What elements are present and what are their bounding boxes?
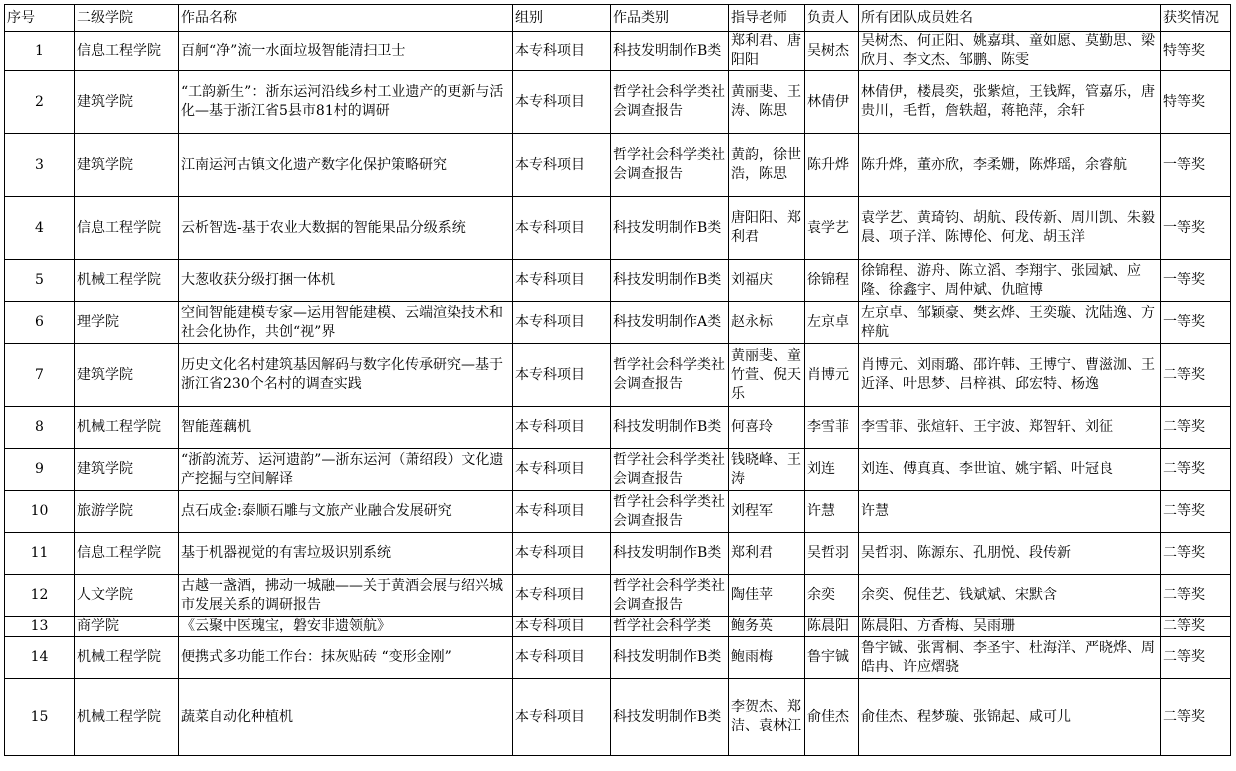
members-cell: 陈升烨，董亦欣，李柔姗，陈烨瑶，余睿航: [859, 134, 1161, 197]
leader-cell: 吴树杰: [805, 32, 859, 71]
members-cell: 鲁宇铖、张霄桐、李圣宇、杜海洋、严晓烨、周皓冉、许应熠骁: [859, 637, 1161, 679]
table-row: [5, 679, 1231, 756]
members-cell: 陈晨阳、方香梅、吴雨珊: [859, 617, 1161, 637]
leader-cell: 俞佳杰: [805, 679, 859, 756]
advisor-cell: 李贺杰、郑洁、袁林江: [729, 679, 805, 756]
col-header-no: 序号: [5, 5, 75, 32]
college-cell: 信息工程学院: [75, 32, 179, 71]
work-title-cell: 点石成金:泰顺石雕与文旅产业融合发展研究: [179, 491, 513, 533]
members-cell: 吴哲羽、陈源东、孔朋悦、段传新: [859, 533, 1161, 575]
category-cell: 科技发明制作B类: [611, 679, 729, 756]
category-cell: 科技发明制作A类: [611, 302, 729, 344]
leader-cell: 鲁宇铖: [805, 637, 859, 679]
members-cell: 俞佳杰、程梦璇、张锦起、咸可儿: [859, 679, 1161, 756]
row-number: 13: [5, 617, 75, 637]
college-cell: 建筑学院: [75, 344, 179, 407]
leader-cell: 李雪菲: [805, 407, 859, 449]
work-title-cell: 百舸“净”流一水面垃圾智能清扫卫士: [179, 32, 513, 71]
row-number: 12: [5, 575, 75, 617]
college-cell: 人文学院: [75, 575, 179, 617]
category-cell: 科技发明制作B类: [611, 407, 729, 449]
leader-cell: 林倩伊: [805, 71, 859, 134]
group-cell: 本专科项目: [513, 134, 611, 197]
group-cell: 本专科项目: [513, 260, 611, 302]
row-number: 11: [5, 533, 75, 575]
college-cell: 信息工程学院: [75, 533, 179, 575]
table-row: [5, 491, 1231, 533]
category-cell: 科技发明制作B类: [611, 32, 729, 71]
award-cell: 二等奖: [1161, 679, 1231, 756]
award-cell: 二等奖: [1161, 637, 1231, 679]
members-cell: 许慧: [859, 491, 1161, 533]
work-title-cell: 蔬菜自动化种植机: [179, 679, 513, 756]
award-cell: 二等奖: [1161, 575, 1231, 617]
row-number: 3: [5, 134, 75, 197]
table-row: [5, 71, 1231, 134]
award-cell: 一等奖: [1161, 134, 1231, 197]
advisor-cell: 鲍务英: [729, 617, 805, 637]
award-cell: 二等奖: [1161, 344, 1231, 407]
college-cell: 商学院: [75, 617, 179, 637]
group-cell: 本专科项目: [513, 344, 611, 407]
table-row: [5, 617, 1231, 637]
leader-cell: 袁学艺: [805, 197, 859, 260]
leader-cell: 吴哲羽: [805, 533, 859, 575]
work-title-cell: 大葱收获分级打捆一体机: [179, 260, 513, 302]
row-number: 4: [5, 197, 75, 260]
group-cell: 本专科项目: [513, 71, 611, 134]
award-cell: 一等奖: [1161, 302, 1231, 344]
work-title-cell: 江南运河古镇文化遗产数字化保护策略研究: [179, 134, 513, 197]
college-cell: 建筑学院: [75, 134, 179, 197]
table-row: [5, 32, 1231, 71]
group-cell: 本专科项目: [513, 32, 611, 71]
work-title-cell: 基于机器视觉的有害垃圾识别系统: [179, 533, 513, 575]
col-header-work: 作品名称: [179, 5, 513, 32]
award-cell: 二等奖: [1161, 533, 1231, 575]
row-number: 6: [5, 302, 75, 344]
table-row: [5, 533, 1231, 575]
college-cell: 机械工程学院: [75, 679, 179, 756]
awards-table: [4, 4, 1231, 756]
advisor-cell: 郑利君、唐阳阳: [729, 32, 805, 71]
leader-cell: 刘连: [805, 449, 859, 491]
category-cell: 哲学社会科学类社会调查报告: [611, 449, 729, 491]
advisor-cell: 钱晓峰、王涛: [729, 449, 805, 491]
row-number: 14: [5, 637, 75, 679]
category-cell: 哲学社会科学类社会调查报告: [611, 575, 729, 617]
advisor-cell: 陶佳苹: [729, 575, 805, 617]
award-cell: 二等奖: [1161, 407, 1231, 449]
work-title-cell: 智能莲藕机: [179, 407, 513, 449]
members-cell: 吴树杰、何正阳、姚嘉琪、童如愿、莫勤思、梁欣月、李文杰、邹鹏、陈雯: [859, 32, 1161, 71]
group-cell: 本专科项目: [513, 617, 611, 637]
leader-cell: 肖博元: [805, 344, 859, 407]
college-cell: 建筑学院: [75, 449, 179, 491]
category-cell: 科技发明制作B类: [611, 533, 729, 575]
work-title-cell: 便携式多功能工作台：抹灰贴砖 “变形金刚”: [179, 637, 513, 679]
leader-cell: 余奕: [805, 575, 859, 617]
group-cell: 本专科项目: [513, 679, 611, 756]
advisor-cell: 唐阳阳、郑利君: [729, 197, 805, 260]
category-cell: 哲学社会科学类社会调查报告: [611, 491, 729, 533]
members-cell: 袁学艺、黄琦钧、胡航、段传新、周川凯、朱毅晨、项子洋、陈博伦、何龙、胡玉洋: [859, 197, 1161, 260]
group-cell: 本专科项目: [513, 533, 611, 575]
leader-cell: 许慧: [805, 491, 859, 533]
header-row: [5, 5, 1231, 32]
advisor-cell: 刘程军: [729, 491, 805, 533]
college-cell: 机械工程学院: [75, 407, 179, 449]
award-cell: 二等奖: [1161, 491, 1231, 533]
members-cell: 刘连、傅真真、李世谊、姚宇韬、叶冠良: [859, 449, 1161, 491]
college-cell: 机械工程学院: [75, 637, 179, 679]
advisor-cell: 鲍雨梅: [729, 637, 805, 679]
advisor-cell: 何喜玲: [729, 407, 805, 449]
category-cell: 哲学社会科学类社会调查报告: [611, 71, 729, 134]
college-cell: 机械工程学院: [75, 260, 179, 302]
work-title-cell: “工韵新生”：浙东运河沿线乡村工业遗产的更新与活化—基于浙江省5县市81村的调研: [179, 71, 513, 134]
row-number: 1: [5, 32, 75, 71]
table-row: [5, 344, 1231, 407]
leader-cell: 陈晨阳: [805, 617, 859, 637]
group-cell: 本专科项目: [513, 302, 611, 344]
work-title-cell: 《云聚中医瑰宝，磐安非遗领航》: [179, 617, 513, 637]
row-number: 5: [5, 260, 75, 302]
table-row: [5, 449, 1231, 491]
members-cell: 左京卓、邹颖豪、樊玄烨、王奕璇、沈陆逸、方梓航: [859, 302, 1161, 344]
col-header-group: 组别: [513, 5, 611, 32]
row-number: 10: [5, 491, 75, 533]
table-row: [5, 302, 1231, 344]
advisor-cell: 郑利君: [729, 533, 805, 575]
college-cell: 信息工程学院: [75, 197, 179, 260]
advisor-cell: 黄丽斐、王涛、陈思: [729, 71, 805, 134]
category-cell: 科技发明制作B类: [611, 260, 729, 302]
col-header-college: 二级学院: [75, 5, 179, 32]
college-cell: 理学院: [75, 302, 179, 344]
award-cell: 特等奖: [1161, 32, 1231, 71]
award-cell: 二等奖: [1161, 449, 1231, 491]
group-cell: 本专科项目: [513, 407, 611, 449]
work-title-cell: 空间智能建模专家—运用智能建模、云端渲染技术和社会化协作，共创“视”界: [179, 302, 513, 344]
col-header-advisor: 指导老师: [729, 5, 805, 32]
award-cell: 特等奖: [1161, 71, 1231, 134]
category-cell: 哲学社会科学类社会调查报告: [611, 134, 729, 197]
college-cell: 旅游学院: [75, 491, 179, 533]
table-row: [5, 260, 1231, 302]
row-number: 9: [5, 449, 75, 491]
advisor-cell: 赵永标: [729, 302, 805, 344]
award-cell: 一等奖: [1161, 197, 1231, 260]
row-number: 15: [5, 679, 75, 756]
group-cell: 本专科项目: [513, 197, 611, 260]
members-cell: 肖博元、刘雨璐、邵许韩、王博宁、曹滋泇、王近泽、叶思梦、吕梓祺、邱宏特、杨逸: [859, 344, 1161, 407]
leader-cell: 徐锦程: [805, 260, 859, 302]
leader-cell: 陈升烨: [805, 134, 859, 197]
work-title-cell: “浙韵流芳、运河遗韵”—浙东运河（萧绍段）文化遗产挖掘与空间解译: [179, 449, 513, 491]
group-cell: 本专科项目: [513, 637, 611, 679]
leader-cell: 左京卓: [805, 302, 859, 344]
work-title-cell: 历史文化名村建筑基因解码与数字化传承研究—基于浙江省230个名村的调查实践: [179, 344, 513, 407]
table-row: [5, 407, 1231, 449]
award-cell: 一等奖: [1161, 260, 1231, 302]
col-header-award: 获奖情况: [1161, 5, 1231, 32]
members-cell: 林倩伊，楼晨奕，张紫煊，王钱辉，管嘉乐，唐贵川，毛哲，詹轶超，蒋艳萍，余轩: [859, 71, 1161, 134]
row-number: 7: [5, 344, 75, 407]
group-cell: 本专科项目: [513, 491, 611, 533]
members-cell: 徐锦程、游舟、陈立滔、李翔宇、张园斌、应隆、徐鑫宇、周仲斌、仇暄博: [859, 260, 1161, 302]
advisor-cell: 刘福庆: [729, 260, 805, 302]
advisor-cell: 黄丽斐、童竹萱、倪天乐: [729, 344, 805, 407]
row-number: 8: [5, 407, 75, 449]
category-cell: 哲学社会科学类社会调查报告: [611, 344, 729, 407]
table-row: [5, 134, 1231, 197]
members-cell: 李雪菲、张煊轩、王宇波、郑智轩、刘征: [859, 407, 1161, 449]
table-row: [5, 637, 1231, 679]
award-cell: 二等奖: [1161, 617, 1231, 637]
category-cell: 哲学社会科学类: [611, 617, 729, 637]
col-header-category: 作品类别: [611, 5, 729, 32]
members-cell: 余奕、倪佳艺、钱斌斌、宋默含: [859, 575, 1161, 617]
col-header-members: 所有团队成员姓名: [859, 5, 1161, 32]
advisor-cell: 黄韵，徐世浩，陈思: [729, 134, 805, 197]
category-cell: 科技发明制作B类: [611, 637, 729, 679]
category-cell: 科技发明制作B类: [611, 197, 729, 260]
table-row: [5, 197, 1231, 260]
work-title-cell: 云析智选-基于农业大数据的智能果品分级系统: [179, 197, 513, 260]
college-cell: 建筑学院: [75, 71, 179, 134]
col-header-leader: 负责人: [805, 5, 859, 32]
work-title-cell: 古越一盏酒，拂动一城融——关于黄酒会展与绍兴城市发展关系的调研报告: [179, 575, 513, 617]
row-number: 2: [5, 71, 75, 134]
table-row: [5, 575, 1231, 617]
group-cell: 本专科项目: [513, 449, 611, 491]
group-cell: 本专科项目: [513, 575, 611, 617]
